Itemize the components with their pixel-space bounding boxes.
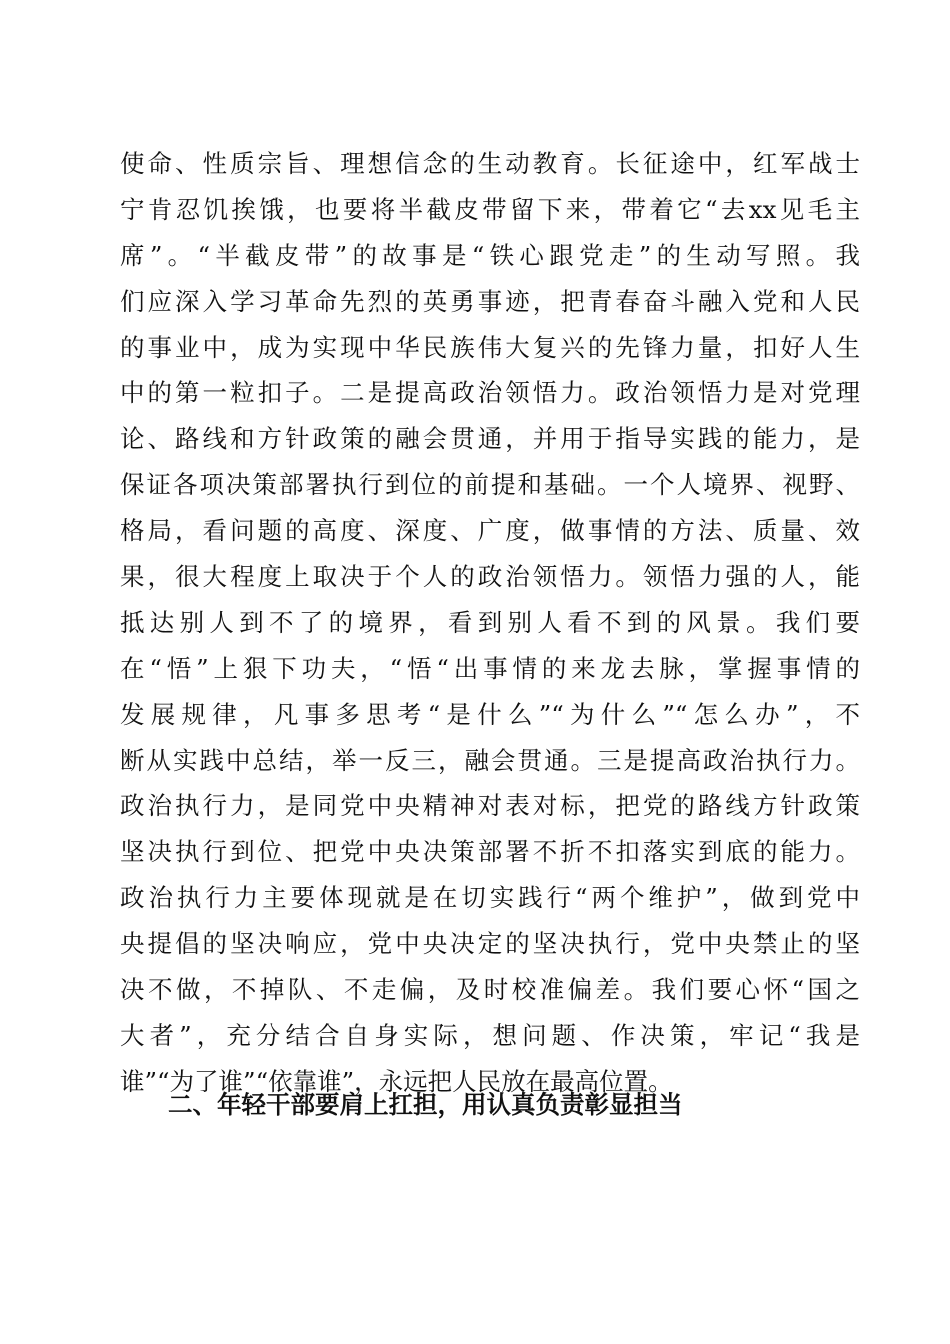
paragraph-line: 宁肯忍饥挨饿，也要将半截皮带留下来，带着它“去xx见毛主 — [120, 194, 860, 224]
paragraph-line: 政治执行力主要体现就是在切实践行“两个维护”，做到党中 — [120, 883, 860, 913]
paragraph-line: 谁”“为了谁”“依靠谁”，永远把人民放在最高位置。 — [120, 1066, 673, 1096]
paragraph-line: 断从实践中总结，举一反三，融会贯通。三是提高政治执行力。 — [120, 745, 860, 775]
paragraph-line: 中的第一粒扣子。二是提高政治领悟力。政治领悟力是对党理 — [120, 378, 860, 408]
body-paragraph — [120, 141, 860, 1105]
paragraph-line: 政治执行力，是同党中央精神对表对标，把党的路线方针政策 — [120, 791, 860, 821]
paragraph-line: 大者”，充分结合自身实际，想问题、作决策，牢记“我是 — [120, 1020, 860, 1050]
paragraph-line: 坚决执行到位、把党中央决策部署不折不扣落实到底的能力。 — [120, 837, 860, 867]
section-heading: 二、年轻干部要肩上扛担，用认真负责彰显担当 — [168, 1090, 683, 1119]
paragraph-line: 席”。“半截皮带”的故事是“铁心跟党走”的生动写照。我 — [120, 240, 860, 270]
paragraph-line: 果，很大程度上取决于个人的政治领悟力。领悟力强的人，能 — [120, 562, 860, 592]
paragraph-line: 们应深入学习革命先烈的英勇事迹，把青春奋斗融入党和人民 — [120, 286, 860, 316]
paragraph-line: 央提倡的坚决响应，党中央决定的坚决执行，党中央禁止的坚 — [120, 929, 860, 959]
paragraph-line: 保证各项决策部署执行到位的前提和基础。一个人境界、视野、 — [120, 470, 860, 500]
paragraph-line: 在“悟”上狠下功夫，“悟“出事情的来龙去脉，掌握事情的 — [120, 653, 860, 683]
paragraph-line: 使命、性质宗旨、理想信念的生动教育。长征途中，红军战士 — [120, 149, 860, 178]
paragraph-line: 格局，看问题的高度、深度、广度，做事情的方法、质量、效 — [120, 516, 860, 546]
paragraph-line: 的事业中，成为实现中华民族伟大复兴的先锋力量，扣好人生 — [120, 332, 860, 362]
paragraph-line: 论、路线和方针政策的融会贯通，并用于指导实践的能力，是 — [120, 424, 860, 454]
paragraph-line: 决不做，不掉队、不走偏，及时校准偏差。我们要心怀“国之 — [120, 975, 860, 1005]
paragraph-line: 抵达别人到不了的境界，看到别人看不到的风景。我们要 — [120, 607, 860, 637]
paragraph-line: 发展规律，凡事多思考“是什么”“为什么”“怎么办”，不 — [120, 699, 860, 729]
